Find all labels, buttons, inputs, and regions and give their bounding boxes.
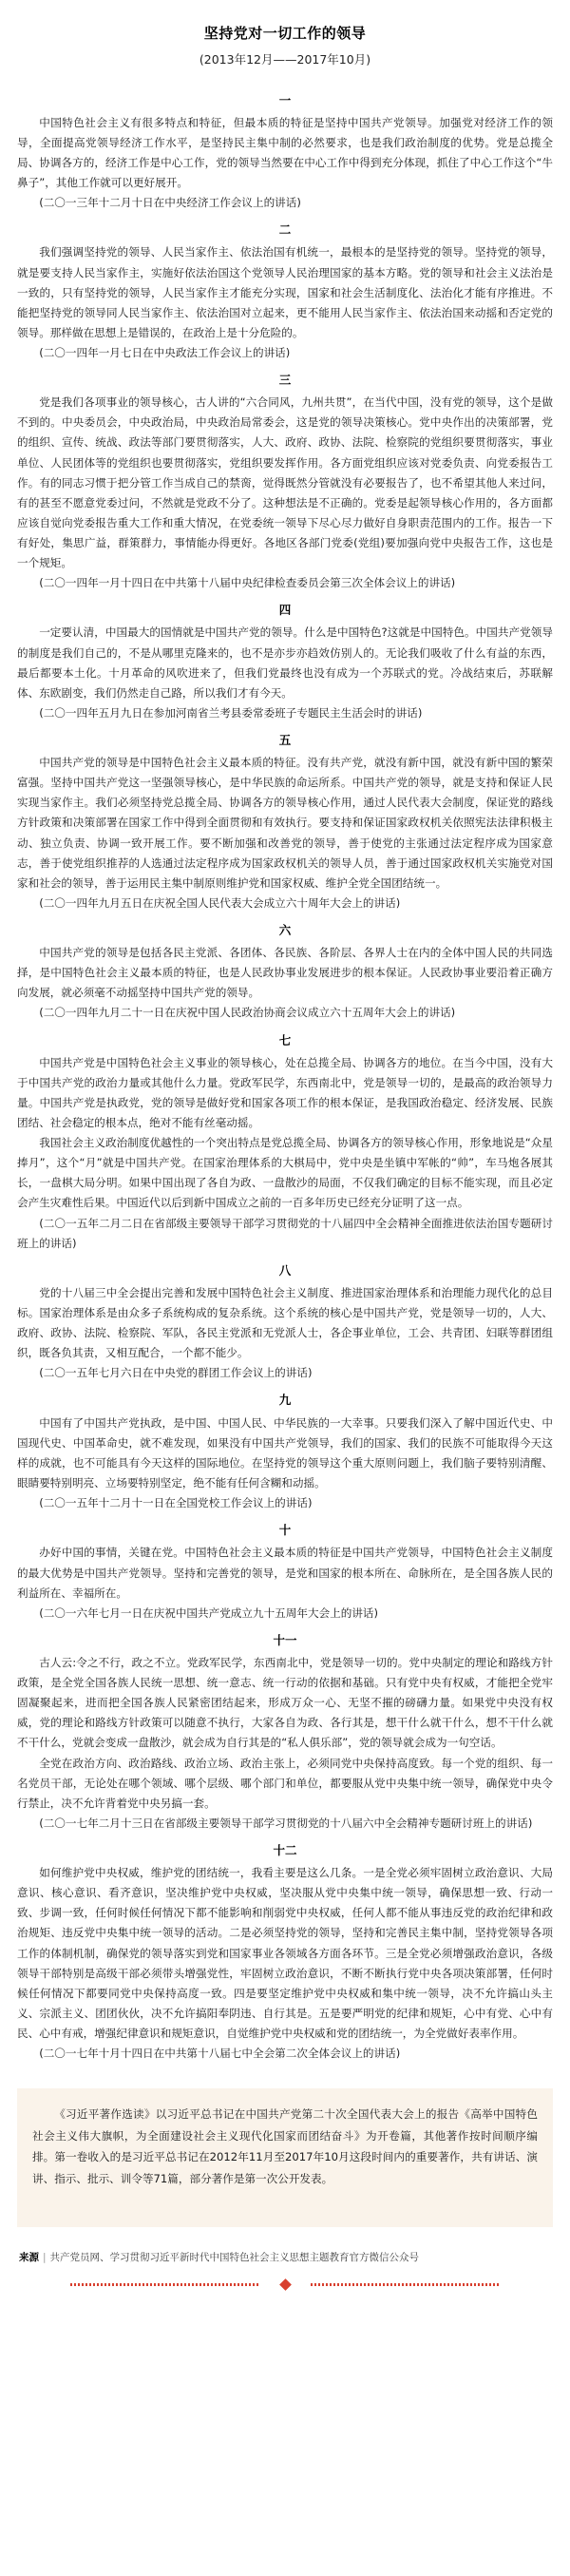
section-attribution: (二〇一六年七月一日在庆祝中国共产党成立九十五周年大会上的讲话) — [39, 1605, 379, 1620]
section-number: 十一 — [273, 1632, 297, 1647]
section-number: 十二 — [273, 1842, 297, 1857]
section-number: 二 — [278, 222, 292, 238]
section-6 — [17, 920, 553, 1024]
decorative-divider — [17, 2280, 553, 2295]
section-number: 六 — [278, 922, 292, 937]
section-body: 我们强调坚持党的领导、人民当家作主、依法治国有机统一，最根本的是坚持党的领导。坚持党的领导，就是要支持人民当家作主，实施好依法治国这个党领导人民治理国家的基本方略。党的领导和社会主义法治是一致的，只有坚持党的领导，人民当家作主才能充分实现，国家和社会生活制度化、法治化才能有序推进。不能把坚持党的领导同人民当家作主、依法治国对立起来，更不能用人民当家作主、依法治国来动摇和否定党的领导。那样做在思想上是错误的，在政治上是十分危险的。 — [17, 245, 553, 339]
section-2 — [17, 220, 553, 363]
divider-line-left — [70, 2283, 260, 2286]
section-attribution: (二〇一五年七月六日在中央党的群团工作会议上的讲话) — [39, 1366, 313, 1380]
section-attribution: (二〇一五年十二月十一日在全国党校工作会议上的讲话) — [39, 1496, 313, 1510]
section-5 — [17, 730, 553, 913]
section-10 — [17, 1520, 553, 1624]
section-attribution: (二〇一四年一月七日在中央政法工作会议上的讲话) — [39, 345, 291, 359]
section-attribution: (二〇一七年二月十三日在省部级主要领导干部学习贯彻党的十八届六中全会精神专题研讨班上的讲话) — [39, 1816, 533, 1830]
section-attribution: (二〇一三年十二月十日在中央经济工作会议上的讲话) — [39, 196, 301, 210]
section-number: 七 — [278, 1032, 292, 1048]
section-body: 如何维护党中央权威，维护党的团结统一，我看主要是这么几条。一是全党必须牢固树立政治意识、大局意识、核心意识、看齐意识，坚决维护党中央权威，坚决服从党中央集中统一领导，确保思想一致、行动一致、步调一致，任何时候任何情况下都不能影响和削弱党中央权威，任何人都不能从事违反党的政治纪律和政治规矩、违反党中央集中统一领导的活动。二是必须坚持党的领导，坚持和完善民主集中制，坚持党领导各项工作的体制机制，确保党的领导落实到党和国家事业各领域各方面各环节。三是全党必须增强政治意识，各级领导干部特别是高级干部必须带头增强党性，牢固树立政治意识，不断不断执行党中央各项决策部署，任何时候任何情况下都要同党中央保持高度一致。四是要坚定维护党中央权威和集中统一领导，决不允许搞山头主义、宗派主义、团团伙伙，决不允许搞阳奉阴违、自行其是。五是要严明党的纪律和规矩，心中有党、心中有民、心中有戒，增强纪律意识和规矩意识，自觉维护党中央权威和党的团结统一，为全党做好表率作用。 — [17, 1866, 553, 2040]
divider-line-right — [311, 2283, 501, 2286]
document-date-range: (2013年12月——2017年10月) — [199, 51, 371, 67]
section-attribution: (二〇一五年二月二日在省部级主要领导干部学习贯彻党的十八届四中全会精神全面推进依法治国专题研讨班上的讲话) — [17, 1216, 553, 1250]
section-number: 九 — [278, 1393, 292, 1408]
diamond-icon — [279, 2278, 292, 2291]
page-title: 坚持党对一切工作的领导 — [203, 25, 367, 42]
section-11 — [17, 1630, 553, 1834]
section-attribution: (二〇一四年一月十四日在中共第十八届中央纪律检查委员会第三次全体会议上的讲话) — [39, 576, 456, 590]
section-attribution: (二〇一四年五月九日在参加河南省兰考县委常委班子专题民主生活会时的讲话) — [39, 705, 423, 720]
section-body-2: 全党在政治方向、政治路线、政治立场、政治主张上，必须同党中央保持高度致。每一个党的组织、每一名党员干部，无论处在哪个领域、哪个层级、哪个部门和单位，都要服从党中央集中统一领导，确保党中央令行禁止，决不允许背着党中央另搞一套。 — [17, 1756, 553, 1810]
source-label: 来源 — [19, 2252, 39, 2264]
section-body: 中国共产党的领导是包括各民主党派、各团体、各民族、各阶层、各界人士在内的全体中国人民的共同选择，是中国特色社会主义最本质的特征，也是人民政协事业发展进步的根本保证。人民政协事业要沿着正确方向发展，就必须毫不动摇坚持中国共产党的领导。 — [17, 946, 553, 1000]
section-number: 十 — [278, 1523, 292, 1538]
section-body: 古人云:令之不行，政之不立。党政军民学，东西南北中，党是领导一切的。党中央制定的理论和路线方针政策，是全党全国各族人民统一思想、统一意志、统一行动的依据和基础。只有党中央有权威，才能把全党牢固凝聚起来，进而把全国各族人民紧密团结起来，形成万众一心、无坚不摧的磅礴力量。如果党中央没有权威，党的理论和路线方针政策可以随意不执行，大家各自为政、各行其是，想干什么就干什么，想不干什么就不干什么，党就会变成一盘散沙，就会成为自行其是的“私人俱乐部”，党的领导就会成为一句空话。 — [17, 1656, 553, 1750]
section-attribution: (二〇一七年十月十四日在中共第十八届七中全会第二次全体会议上的讲话) — [39, 2047, 401, 2060]
section-7 — [17, 1030, 553, 1254]
section-8 — [17, 1260, 553, 1384]
section-attribution: (二〇一四年九月二十一日在庆祝中国人民政治协商会议成立六十五周年大会上的讲话) — [39, 1006, 456, 1020]
section-number: 四 — [278, 603, 292, 618]
source-value: 共产党员网、学习贯彻习近平新时代中国特色社会主义思想主题教育官方微信公众号 — [49, 2252, 420, 2264]
book-note-box — [17, 2088, 553, 2227]
source-line — [17, 2250, 553, 2267]
source-separator: | — [43, 2252, 47, 2264]
section-body: 党的十八届三中全会提出完善和发展中国特色社会主义制度、推进国家治理体系和治理能力现代化的总目标。国家治理体系是由众多子系统构成的复杂系统。这个系统的核心是中国共产党，党是领导一切的，人大、政府、政协、法院、检察院、军队，各民主党派和无党派人士，各企事业单位，工会、共青团、妇联等群团组织，既各负其责，又相互配合，一个都不能少。 — [17, 1286, 553, 1360]
section-body: 中国有了中国共产党执政，是中国、中国人民、中华民族的一大幸事。只要我们深入了解中国近代史、中国现代史、中国革命史，就不难发现，如果没有中国共产党领导，我们的国家、我们的民族不可能取得今天这样的成就，也不可能具有今天这样的国际地位。在坚持党的领导这个重大原则问题上，我们脑子要特别清醒、眼睛要特别明亮、立场要特别坚定，绝不能有任何含糊和动摇。 — [17, 1415, 553, 1490]
section-body: 中国共产党的领导是中国特色社会主义最本质的特征。没有共产党，就没有新中国，就没有新中国的繁荣富强。坚持中国共产党这一坚强领导核心，是中华民族的命运所系。中国共产党的领导，就是支持和保证人民实现当家作主。我们必须坚持党总揽全局、协调各方的领导核心作用，通过人民代表大会制度，保证党的路线方针政策和决策部署在国家工作中得到全面贯彻和有效执行。要支持和保证国家政权机关依照宪法法律积极主动、独立负责、协调一致开展工作。要不断加强和改善党的领导，善于使党的主张通过法定程序成为国家意志，善于使党组织推荐的人选通过法定程序成为国家政权机关的领导人员，善于通过国家政权机关实施党对国家和社会的领导，善于运用民主集中制原则维护党和国家权威、维护全党全国团结统一。 — [17, 756, 553, 890]
section-4 — [17, 600, 553, 723]
section-9 — [17, 1390, 553, 1513]
section-body: 中国共产党是中国特色社会主义事业的领导核心，处在总揽全局、协调各方的地位。在当今中国，没有大于中国共产党的政治力量或其他什么力量。党政军民学，东西南北中，党是领导一切的，是最高的政治领导力量。中国共产党是执政党，党的领导是做好党和国家各项工作的根本保证，是我国政治稳定、经济发展、民族团结、社会稳定的根本点，绝对不能有丝毫动摇。 — [17, 1055, 553, 1130]
section-12 — [17, 1840, 553, 2064]
section-number: 一 — [278, 92, 292, 107]
section-body-2: 我国社会主义政治制度优越性的一个突出特点是党总揽全局、协调各方的领导核心作用，形象地说是“众星捧月”，这个“月”就是中国共产党。在国家治理体系的大棋局中，党中央是坐镇中军帐的“帅”，车马炮各展其长，一盘棋大局分明。如果中国出现了各自为政、一盘散沙的局面，不仅我们确定的目标不能实现，而且必定会产生灾难性后果。中国近代以后到新中国成立之前的一百多年历史已经充分证明了这一点。 — [17, 1136, 553, 1210]
section-body: 党是我们各项事业的领导核心，古人讲的“六合同风，九州共贯”，在当代中国，没有党的领导，这个是做不到的。中央委员会，中央政治局，中央政治局常委会，这是党的领导决策核心。党中央作出的决策部署，党的组织、宣传、统战、政法等部门要贯彻落实，人大、政府、政协、法院、检察院的党组织要贯彻落实，事业单位、人民团体等的党组织也要贯彻落实，党组织要发挥作用。各方面党组织应该对党委负责、向党委报告工作。有的同志习惯于把分管工作当成自己的禁脔，觉得既然分管就没有必要报告了，也不希望其他人来过问，有的甚至不愿意党委过问，不然就是党政不分了。这种想法是不正确的。党委是起领导核心作用的，各方面都应该自觉向党委报告重大工作和重大情况，在党委统一领导下尽心尽力做好自身职责范围内的工作。报告一下有好处，集思广益，群策群力，事情能办得更好。各地区各部门党委(党组)要加强向党中央报告工作，这也是一个规矩。 — [17, 395, 553, 570]
section-number: 八 — [278, 1262, 292, 1278]
book-note-text: 《习近平著作选读》以习近平总书记在中国共产党第二十次全国代表大会上的报告《高举中国特色社会主义伟大旗帜，为全面建设社会主义现代化国家而团结奋斗》为开卷篇，其他著作按时间顺序编排。第一卷收入的是习近平总书记在2012年11月至2017年10月这段时间内的重要著作，共有讲话、演讲、指示、批示、训令等71篇，部分著作是第一次公开发表。 — [32, 2107, 538, 2185]
section-body: 办好中国的事情，关键在党。中国特色社会主义最本质的特征是中国共产党领导，中国特色社会主义制度的最大优势是中国共产党领导。坚持和完善党的领导，是党和国家的根本所在、命脉所在，是全国各族人民的利益所在、幸福所在。 — [17, 1546, 553, 1600]
section-1 — [17, 90, 553, 214]
section-body: 一定要认清，中国最大的国情就是中国共产党的领导。什么是中国特色?这就是中国特色。中国共产党领导的制度是我们自己的，不是从哪里克隆来的，也不是亦步亦趋效仿别人的。无论我们吸收了什么有益的东西，最后都要本土化。十月革命的风吹进来了，但我们党最终也没有成为一个苏联式的党。冷战结束后，苏联解体、东欧剧变，我们仍然走自己路，所以我们才有今天。 — [17, 625, 553, 700]
section-number: 三 — [278, 373, 292, 388]
section-number: 五 — [278, 732, 292, 747]
section-3 — [17, 370, 553, 593]
section-body: 中国特色社会主义有很多特点和特征，但最本质的特征是坚持中国共产党领导。加强党对经济工作的领导，全面提高党领导经济工作水平，是坚持民主集中制的必然要求，也是我们政治制度的优势。党是总揽全局、协调各方的，经济工作是中心工作，党的领导当然要在中心工作中得到充分体现，抓住了中心工作这个“牛鼻子”，其他工作就可以更好展开。 — [17, 115, 553, 190]
sections-container — [17, 90, 553, 2065]
section-attribution: (二〇一四年九月五日在庆祝全国人民代表大会成立六十周年大会上的讲话) — [39, 895, 401, 910]
